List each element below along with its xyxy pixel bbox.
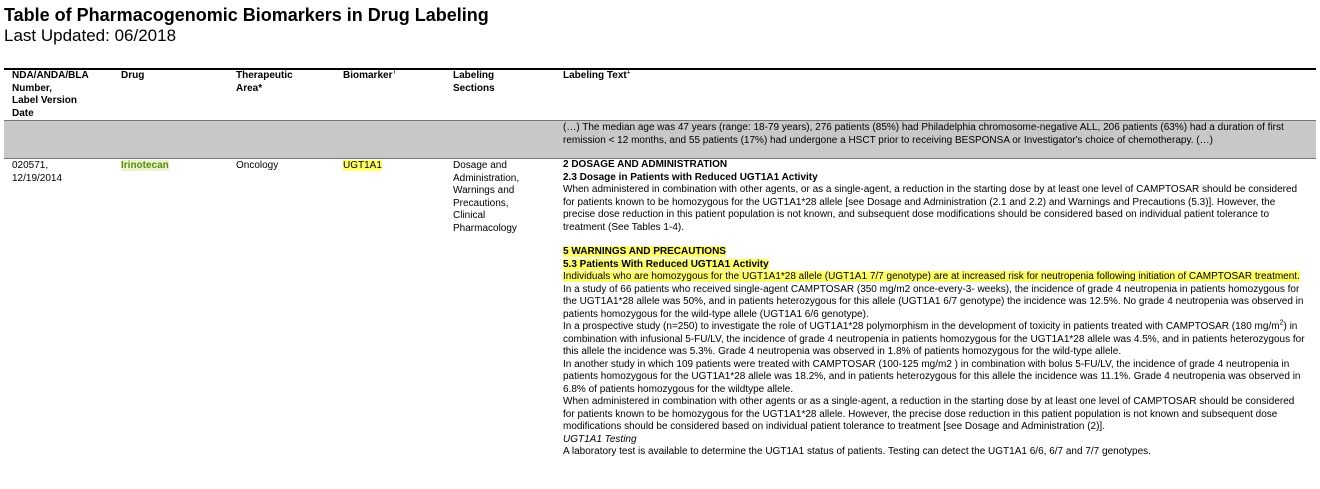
header-labeling-sections: Labeling Sections — [453, 70, 495, 94]
paragraph-study-109: In another study in which 109 patients were treated with CAMPTOSAR (100-125 mg/m2 ) in combination with bolus 5-FU/LV, the incidence of grade 4 neutropenia in patients homozygous for the UGT1A1*28 allele was 18.2%, and in patients heterozygous for this allele the incidence was 11.1%. Grade 4 neutropenia was observed in 6.8% of patients homozygous for the wildtype allele. — [563, 358, 1301, 395]
previous-row-text: (…) The median age was 47 years (range: 18-79 years), 276 patients (85%) had Philadelphia chromosome-negative ALL, 206 patients (63%) had a duration of first remission < 12 months, and 55 patients (17%) had undergone a HSCT prior to receiving BESPONSA or Investigator's choice of chemotherapy. (…) — [563, 122, 1284, 146]
section-heading-dosage: 2 DOSAGE AND ADMINISTRATION — [563, 159, 728, 170]
section-heading-warnings: 5 WARNINGS AND PRECAUTIONS — [563, 246, 726, 257]
paragraph-dose-reduction: When administered in combination with other agents or as a single-agent, a reduction in the starting dose by at least one level of CAMPTOSAR should be considered for patients known to be homozygous for the UGT1A1*28 allele. However, the precise dose reduction in this patient population is not known and subsequent dose modifications should be considered based on individual patient tolerance to treatment [see Dosage and Administration (2)]. — [563, 396, 1295, 432]
header-labeling-text: Labeling Text‡ — [563, 68, 631, 81]
last-updated: Last Updated: 06/2018 — [4, 26, 177, 45]
header-drug: Drug — [121, 70, 145, 81]
paragraph-risk-highlight: Individuals who are homozygous for the UGT1A1*28 allele (UGT1A1 7/7 genotype) are at increased risk for neutropenia following initiation of CAMPTOSAR treatment. — [563, 271, 1300, 282]
paragraph-study-66: In a study of 66 patients who received single-agent CAMPTOSAR (350 mg/m2 once-every-3- weeks), the incidence of grade 4 neutropenia in patients homozygous for the UGT1A1*28 allele was 50%, and in patients heterozygous for this allele (UGT1A1 6/7 genotype) the incidence was 12.5%. No grade 4 neutropenia was observed in patients homozygous for the wild-type allele (UGT1A1 6/6 genotype). — [563, 283, 1304, 320]
cell-nda: 020571, 12/19/2014 — [12, 160, 63, 184]
header-therapeutic-area: Therapeutic Area* — [236, 70, 293, 94]
header-nda: NDA/ANDA/BLA Number, Label Version Date — [12, 70, 89, 119]
cell-labeling-text — [563, 159, 1308, 459]
cell-therapeutic-area: Oncology — [236, 160, 279, 171]
cell-biomarker: UGT1A1 — [343, 160, 382, 171]
cell-drug — [121, 160, 169, 173]
paragraph-testing: A laboratory test is available to determine the UGT1A1 status of patients. Testing can detect the UGT1A1 6/6, 6/7 and 7/7 genotypes. — [563, 446, 1151, 457]
cell-labeling-sections: Dosage and Administration, Warnings and Precautions, Clinical Pharmacology — [453, 160, 520, 234]
paragraph-prospective-study: In a prospective study (n=250) to investigate the role of UGT1A1*28 polymorphism in the development of toxicity in patients treated with CAMPTOSAR (180 $mg/m^2$) in combination with infusional 5-FU/LV, the incidence of grade 4 neutropenia in patients homozygous for the UGT1A1*28 allele was 4.5%, and in patients heterozygous for this allele the incidence was 5.3%. Grade 4 neutropenia was observed in 1.8% of patients homozygous for the wild-type allele. — [563, 319, 1305, 357]
subsection-heading-dosage: 2.3 Dosage in Patients with Reduced UGT1A1 Activity — [563, 171, 818, 183]
header-biomarker: Biomarker† — [343, 68, 397, 81]
subsection-heading-warnings: 5.3 Patients With Reduced UGT1A1 Activity — [563, 258, 769, 270]
testing-title: UGT1A1 Testing — [563, 433, 637, 445]
drug-link[interactable]: Irinotecan — [121, 160, 169, 171]
header-rule — [4, 68, 1316, 70]
paragraph-dosage: When administered in combination with other agents, or as a single-agent, a reduction in the starting dose by at least one level of CAMPTOSAR should be considered for patients known to be homozygous for the UGT1A1*28 allele [see Dosage and Administration (2.1 and 2.2) and Warnings and Precautions (5.3)]. However, the precise dose reduction in this patient population is not known, and subsequent dose modifications should be considered based on individual patient tolerance to treatment (See Tables 1-4). — [563, 184, 1298, 233]
page-title: Table of Pharmacogenomic Biomarkers in Drug Labeling — [4, 5, 489, 25]
